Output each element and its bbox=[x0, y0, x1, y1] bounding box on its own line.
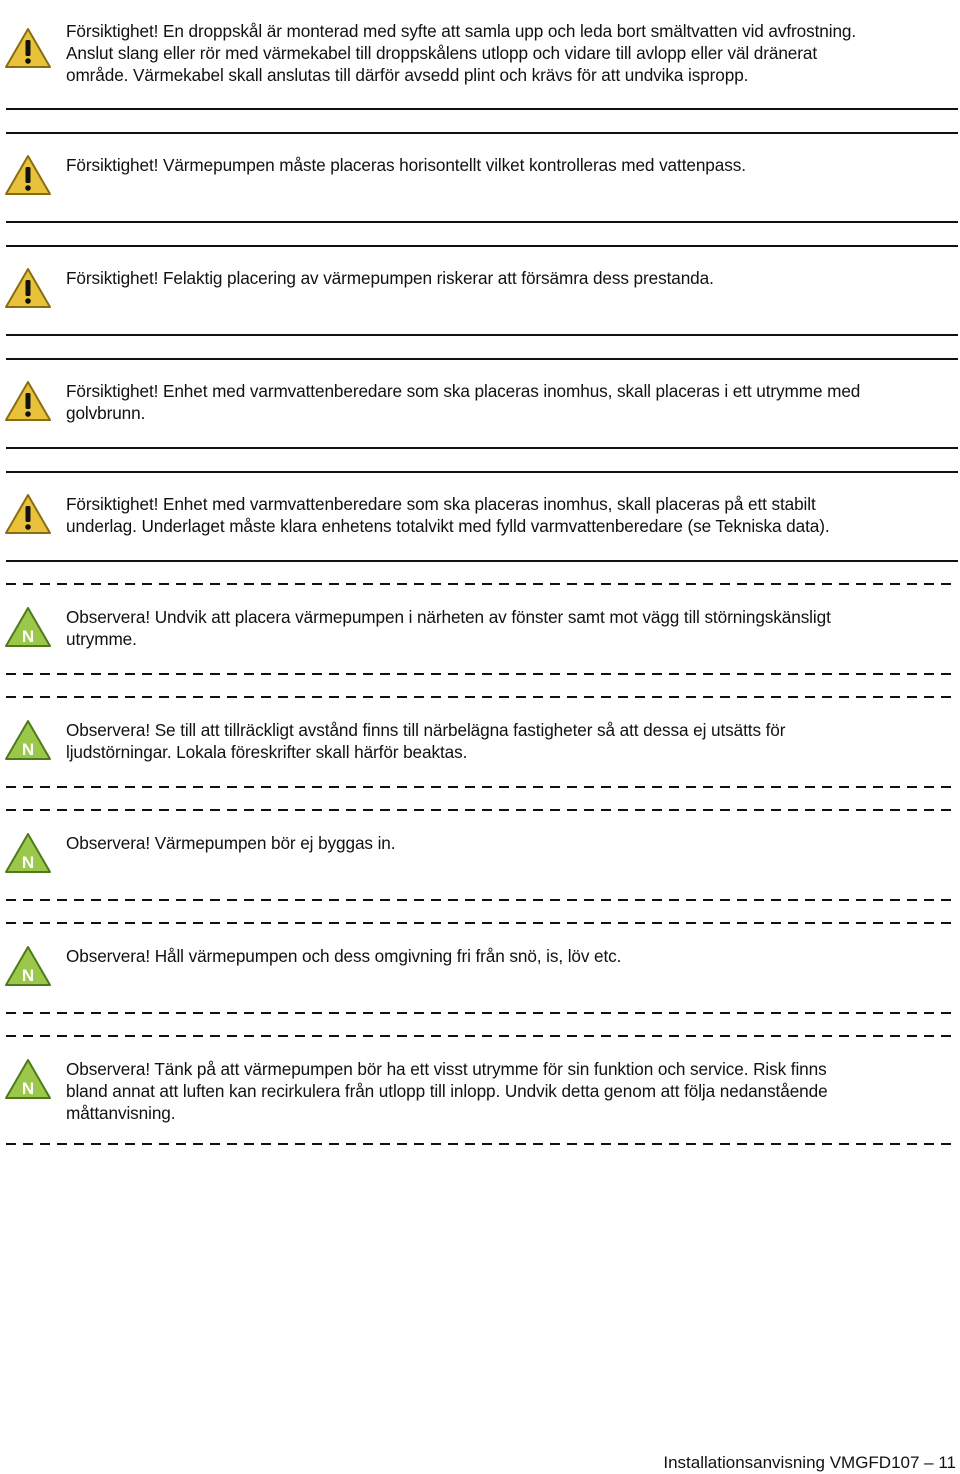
divider-line bbox=[6, 245, 958, 247]
warning-icon bbox=[4, 153, 52, 197]
dashed-divider bbox=[6, 1012, 958, 1014]
dashed-divider bbox=[6, 583, 958, 585]
svg-text:N: N bbox=[21, 853, 35, 872]
divider-line bbox=[6, 221, 958, 223]
dashed-divider bbox=[6, 1035, 958, 1037]
divider-line bbox=[6, 108, 958, 110]
divider-line bbox=[6, 334, 958, 336]
divider-line bbox=[6, 560, 958, 562]
note-text: Observera! Se till att tillräckligt avstånd finns till närbelägna fastigheter så att dessa ej utsätts för ljudstörningar. Lokala föreskrifter skall härför beaktas. bbox=[66, 720, 786, 762]
svg-text:N: N bbox=[21, 966, 35, 985]
caution-text: Försiktighet! Enhet med varmvattenberedare som ska placeras inomhus, skall placeras i ett utrymme med golvbrunn. bbox=[66, 381, 861, 423]
note-icon bbox=[4, 831, 52, 875]
note-text: Observera! Tänk på att värmepumpen bör ha ett visst utrymme för sin funktion och service. Risk finns bland annat att luften kan recirkulera från utlopp till inlopp. Undvik detta genom att följa nedanstående måttanvisning. bbox=[66, 1059, 828, 1123]
divider-line bbox=[6, 132, 958, 134]
warning-icon bbox=[4, 26, 52, 70]
warning-icon bbox=[4, 492, 52, 536]
page-footer: Installationsanvisning VMGFD107 – 11 bbox=[663, 1453, 956, 1472]
divider-line bbox=[6, 447, 958, 449]
dashed-divider bbox=[6, 922, 958, 924]
note-icon bbox=[4, 718, 52, 762]
dashed-divider bbox=[6, 1143, 958, 1145]
svg-text:N: N bbox=[21, 627, 35, 646]
caution-text: Försiktighet! Värmepumpen måste placeras horisontellt vilket kontrolleras med vattenpass. bbox=[66, 155, 746, 175]
dashed-divider bbox=[6, 673, 958, 675]
caution-text: Försiktighet! En droppskål är monterad med syfte att samla upp och leda bort smältvatten vid avfrostning. Anslut slang eller rör med värmekabel till droppskålens utlopp och vidare till avlopp eller väl dränerat område. Värmekabel skall anslutas till därför avsedd plint och krävs för att undvika ispropp. bbox=[66, 21, 857, 85]
note-text: Observera! Undvik att placera värmepumpen i närheten av fönster samt mot vägg till störningskänsligt utrymme. bbox=[66, 607, 831, 649]
divider-line bbox=[6, 358, 958, 360]
dashed-divider bbox=[6, 786, 958, 788]
note-text: Observera! Värmepumpen bör ej byggas in. bbox=[66, 833, 396, 853]
caution-text: Försiktighet! Felaktig placering av värmepumpen riskerar att försämra dess prestanda. bbox=[66, 268, 714, 288]
svg-text:N: N bbox=[21, 1079, 35, 1098]
divider-line bbox=[6, 471, 958, 473]
note-icon bbox=[4, 944, 52, 988]
warning-icon bbox=[4, 266, 52, 310]
caution-text: Försiktighet! Enhet med varmvattenberedare som ska placeras inomhus, skall placeras på ett stabilt underlag. Underlaget måste klara enhetens totalvikt med fylld varmvattenberedare (se Tekniska data). bbox=[66, 494, 830, 536]
note-icon bbox=[4, 1057, 52, 1101]
warning-icon bbox=[4, 379, 52, 423]
dashed-divider bbox=[6, 899, 958, 901]
note-icon bbox=[4, 605, 52, 649]
note-text: Observera! Håll värmepumpen och dess omgivning fri från snö, is, löv etc. bbox=[66, 946, 622, 966]
dashed-divider bbox=[6, 809, 958, 811]
dashed-divider bbox=[6, 696, 958, 698]
svg-text:N: N bbox=[21, 740, 35, 759]
